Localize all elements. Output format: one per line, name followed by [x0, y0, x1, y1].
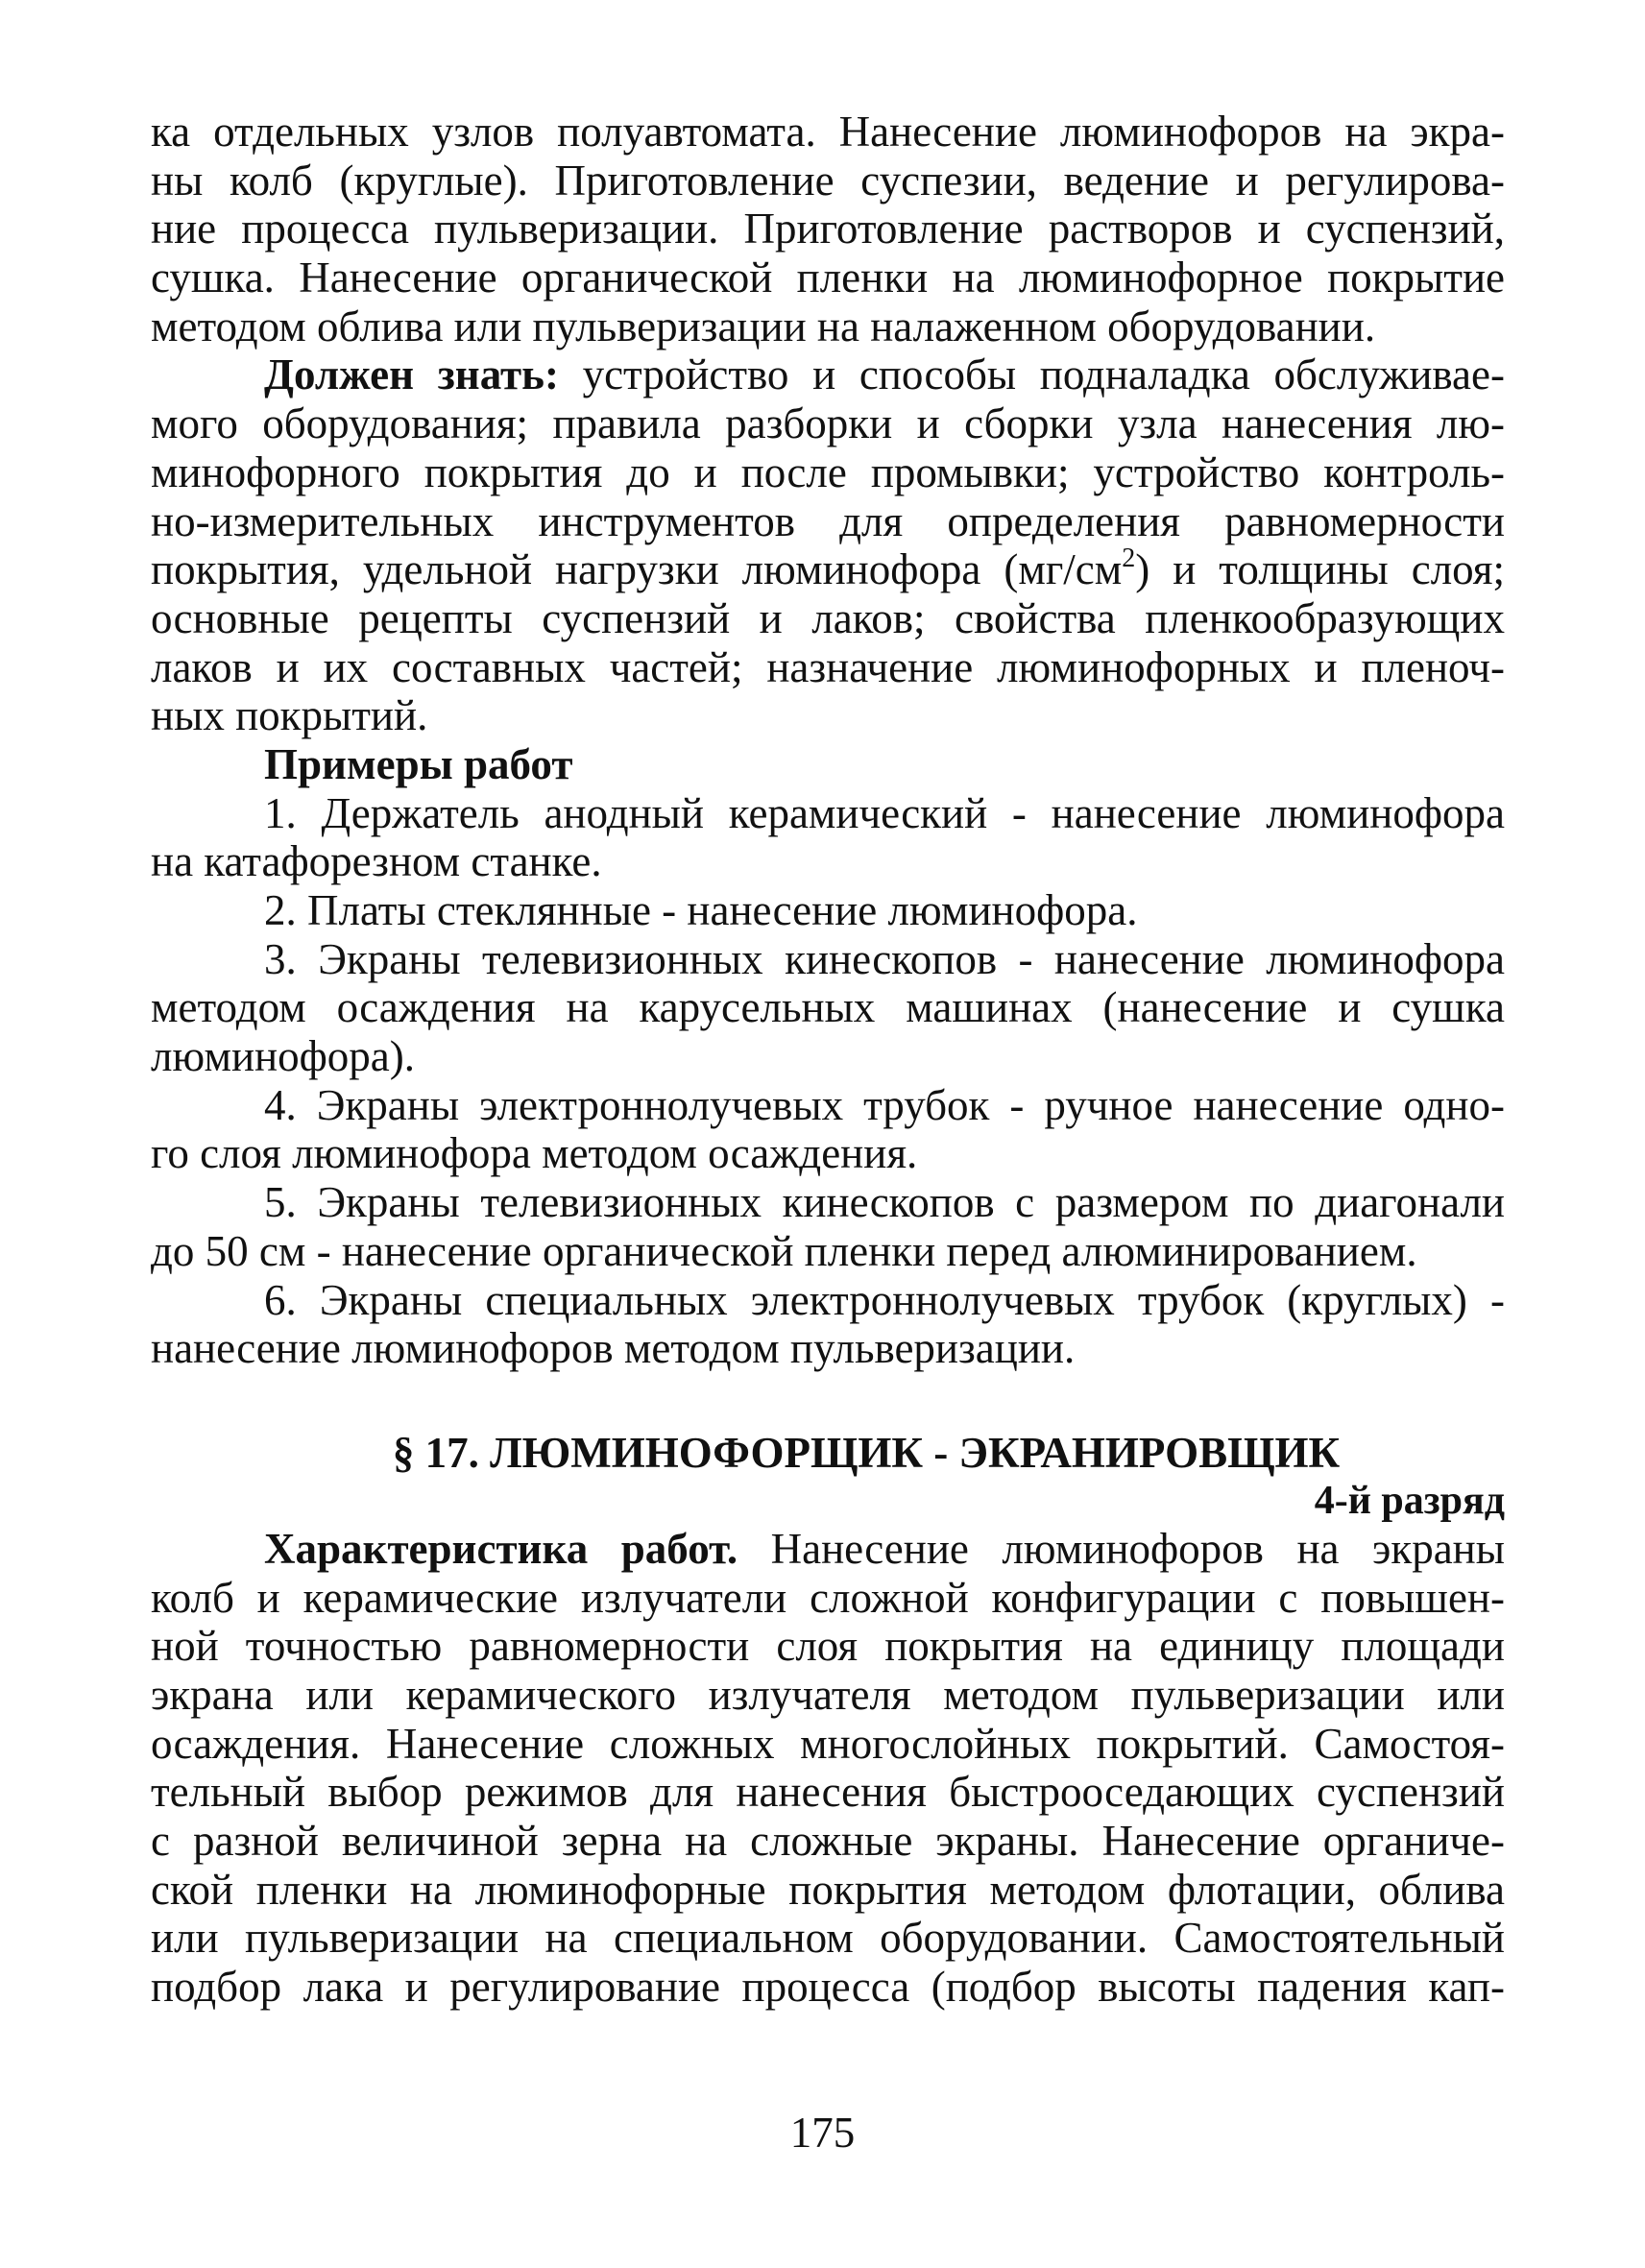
text-line: основные рецепты суспензий и лаков; свойства пленкообразующих	[151, 593, 1505, 642]
document-page	[151, 108, 1505, 2012]
text-line: 5. Экраны телевизионных кинескопов с размером по диагонали	[264, 1178, 1505, 1227]
formula-text-before: покрытия, удельной нагрузки люминофора (мг/см	[151, 545, 1123, 594]
text-line: ка отдельных узлов полуавтомата. Нанесение люминофоров на экра-	[151, 108, 1505, 156]
example-item	[151, 886, 1505, 935]
example-item	[151, 935, 1505, 1081]
text-line: люминофора).	[151, 1032, 415, 1081]
example-item	[151, 1081, 1505, 1178]
text-line: методом облива или пульверизации на налаженном оборудовании.	[151, 302, 1376, 350]
text-line: с разной величиной зерна на сложные экраны. Нанесение органиче-	[151, 1817, 1505, 1865]
examples-heading: Примеры работ	[264, 739, 573, 788]
text-line: ных покрытий.	[151, 691, 428, 740]
text-line: ской пленки на люминофорные покрытия методом флотации, облива	[151, 1865, 1505, 1914]
must-know-first-line: устройство и способы подналадка обслуживае-	[558, 350, 1505, 399]
example-item	[151, 789, 1505, 886]
characteristics-label: Характеристика работ.	[264, 1524, 738, 1573]
text-line: го слоя люминофора методом осаждения.	[151, 1129, 918, 1178]
text-line: ной точностью равномерности слоя покрытия на единицу площади	[151, 1622, 1505, 1671]
text-line: мого оборудования; правила разборки и сборки узла нанесения лю-	[151, 399, 1505, 448]
characteristics-first-line: Нанесение люминофоров на экраны	[738, 1524, 1505, 1573]
text-line: или пульверизации на специальном оборудовании. Самостоятельный	[151, 1914, 1505, 1963]
formula-superscript: 2	[1122, 543, 1136, 574]
formula-text-after: ) и толщины слоя;	[1135, 545, 1505, 594]
text-line: на катафорезном станке.	[151, 837, 602, 886]
text-line	[151, 350, 1505, 399]
must-know-paragraph	[151, 350, 1505, 740]
section-title: § 17. ЛЮМИНОФОРЩИК - ЭКРАНИРОВЩИК	[392, 1428, 1341, 1477]
text-line: минофорного покрытия до и после промывки; устройство контроль-	[151, 447, 1505, 496]
text-line: ние процесса пульверизации. Приготовление растворов и суспензий,	[151, 205, 1505, 253]
text-line: 2. Платы стеклянные - нанесение люминофора.	[264, 886, 1138, 934]
text-line: подбор лака и регулирование процесса (подбор высоты падения кап-	[151, 1963, 1505, 2012]
text-line: 6. Экраны специальных электроннолучевых трубок (круглых) -	[264, 1275, 1505, 1324]
must-know-label: Должен знать:	[264, 350, 559, 399]
text-line: но-измерительных инструментов для определения равномерности	[151, 496, 1505, 545]
text-line: 1. Держатель анодный керамический - нанесение люминофора	[264, 788, 1505, 837]
grade-label: 4-й разряд	[1314, 1478, 1505, 1523]
text-line: до 50 см - нанесение органической пленки перед алюминированием.	[151, 1226, 1417, 1275]
example-item	[151, 1276, 1505, 1373]
text-line: лаков и их составных частей; назначение люминофорных и пленоч-	[151, 642, 1505, 691]
text-line: осаждения. Нанесение сложных многослойных покрытий. Самостоя-	[151, 1719, 1505, 1768]
example-item	[151, 1178, 1505, 1275]
text-line: методом осаждения на карусельных машинах (нанесение и сушка	[151, 983, 1505, 1032]
text-line: нанесение люминофоров методом пульверизации.	[151, 1324, 1076, 1373]
section-17	[151, 1429, 1505, 2012]
formula-line	[151, 545, 1505, 594]
examples-section	[151, 740, 1505, 1373]
text-line: тельный выбор режимов для нанесения быстрооседающих суспензий	[151, 1768, 1505, 1817]
text-line: экрана или керамического излучателя методом пульверизации или	[151, 1670, 1505, 1719]
text-line: колб и керамические излучатели сложной конфигурации с повышен-	[151, 1573, 1505, 1622]
text-line: сушка. Нанесение органической пленки на люминофорное покрытие	[151, 253, 1505, 302]
text-line	[151, 1525, 1505, 1574]
text-line: 4. Экраны электроннолучевых трубок - ручное нанесение одно-	[264, 1080, 1505, 1129]
text-line: 3. Экраны телевизионных кинескопов - нанесение люминофора	[264, 934, 1505, 983]
text-line: ны колб (круглые). Приготовление суспезии, ведение и регулирова-	[151, 156, 1505, 205]
page-number: 175	[789, 2109, 856, 2157]
intro-paragraph	[151, 108, 1505, 350]
